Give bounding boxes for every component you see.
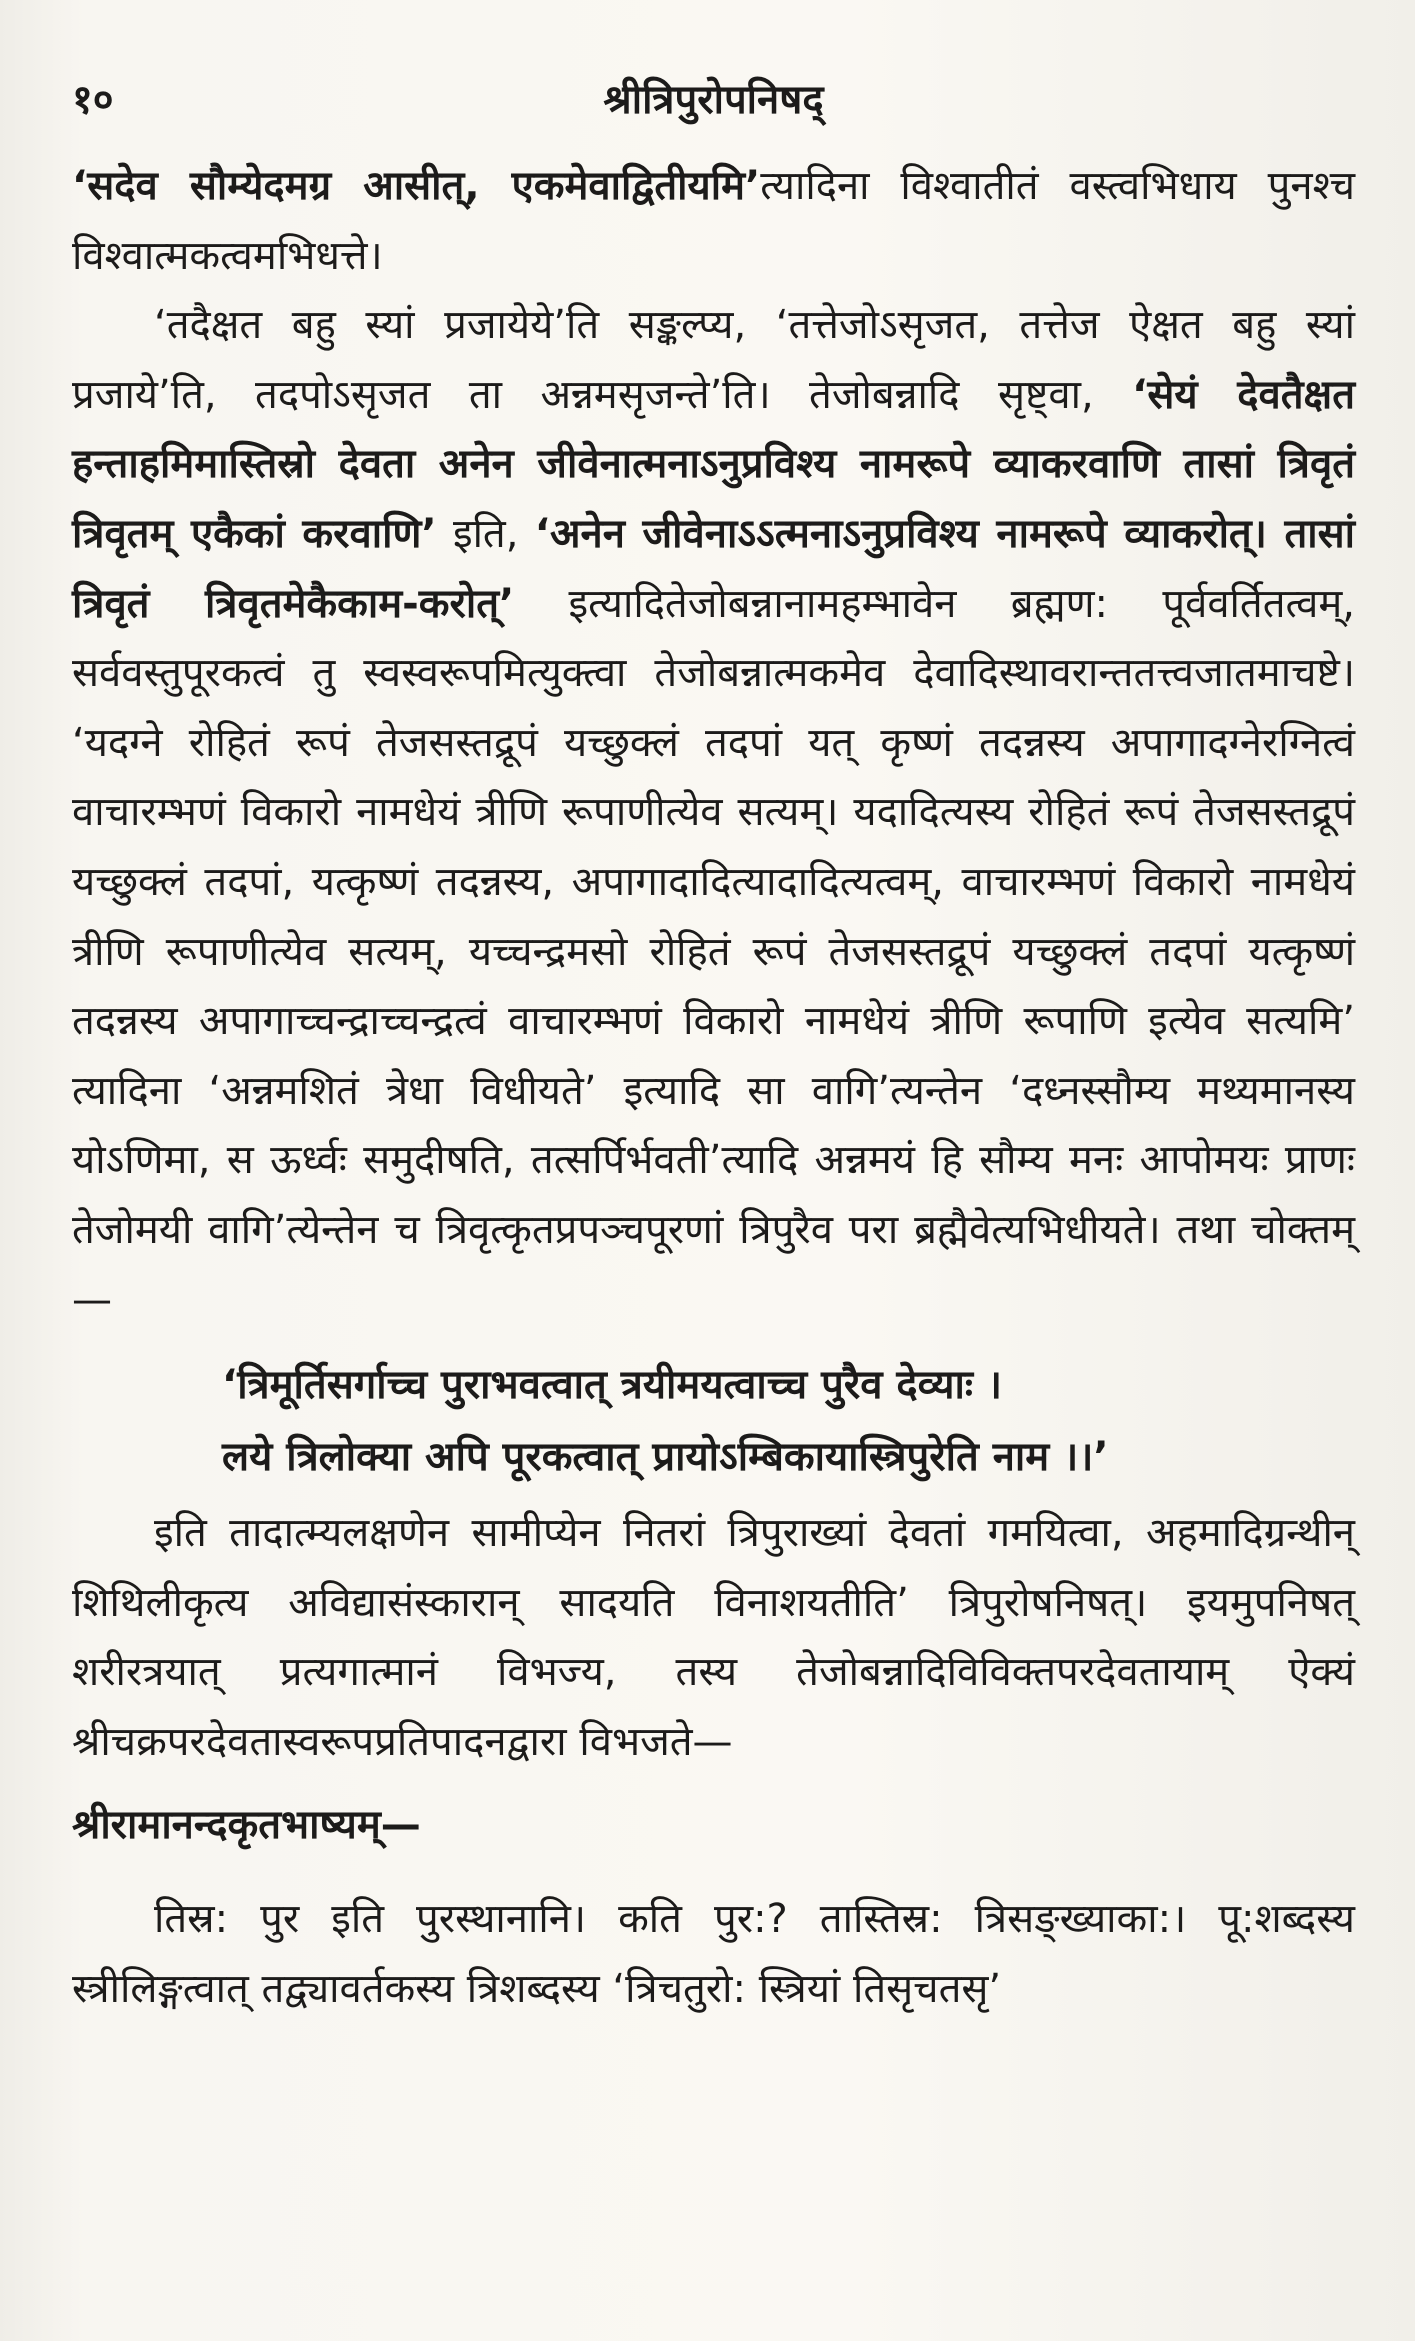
paragraph-3 [72,1499,1355,1777]
bold-quote: ‘अनेन जीवेनाऽऽत्मनाऽनुप्रविश्य नामरूपे व्याकरोत्। तासां त्रिवृतं त्रिवृतमेकैकाम-करोत्’ [72,510,1356,627]
running-title: श्रीत्रिपुरोपनिषद् [603,77,824,123]
paragraph-text: त्यादिना विश्वातीतं वस्त्वभिधाय पुनश्च विश्वात्मकत्वमभिधत्ते। [72,163,1355,279]
paragraph-text: इति, [452,510,519,557]
verse-line: लये त्रिलोक्या अपि पूरकत्वात् प्रायोऽम्बिकायास्त्रिपुरेति नाम ।।’ [222,1434,1109,1481]
bold-quote: ‘सदेव सौम्येदमग्र आसीत्, एकमेवाद्वितीयमि’ [72,163,761,209]
paragraph-text: इति तादात्म्यलक्षणेन सामीप्येन नितरां त्रिपुराख्यां देवतां गमयित्वा, अहमादिग्रन्थीन् शिथिलीकृत्य अविद्यासंस्कारान् सादयति विनाशयतीति’ त्रिपुरोषनिषत्। इयमुपनिषत् शरीरत्रयात् प्रत्यगात्मानं विभज्य, तस्य तेजोबन्नादिविविक्तपरदेवतायाम् ऐक्यं श्रीचक्रपरदेवतास्वरूपप्रतिपादनद्वारा विभजते— [72,1510,1355,1765]
page-number: १० [72,77,114,123]
section-heading: श्रीरामानन्दकृतभाष्यम्— [72,1802,421,1849]
paragraph-1 [72,152,1355,291]
paragraph-text: इत्यादितेजोबन्नानामहम्भावेन ब्रह्मण: पूर्ववर्तितत्वम्, सर्ववस्तुपूरकत्वं तु स्वस्वरूपमित्युक्त्वा तेजोबन्नात्मकमेव देवादिस्थावरान्ततत्त्वजातमाचष्टे। ‘यदग्ने रोहितं रूपं तेजसस्तद्रूपं यच्छुक्लं तदपां यत् कृष्णं तदन्नस्य अपागादग्नेरग्नित्वं वाचारम्भणं विकारो नामधेयं त्रीणि रूपाणीत्येव सत्यम्। यदादित्यस्य रोहितं रूपं तेजसस्तद्रूपं यच्छुक्लं तदपां, यत्कृष्णं तदन्नस्य, अपागादादित्यादादित्यत्वम्, वाचारम्भणं विकारो नामधेयं त्रीणि रूपाणीत्येव सत्यम्, यच्चन्द्रमसो रोहितं रूपं तेजसस्तद्रूपं यच्छुक्लं तदपां यत्कृष्णं तदन्नस्य अपागाच्चन्द्राच्चन्द्रत्वं वाचारम्भणं विकारो नामधेयं त्रीणि रूपाणि इत्येव सत्यमि’ त्यादिना ‘अन्नमशितं त्रेधा विधीयते’ इत्यादि सा वागि’त्यन्तेन ‘दध्नस्सौम्य मथ्यमानस्य योऽणिमा, स ऊर्ध्वः समुदीषति, तत्सर्पिर्भवती’त्यादि अन्नमयं हि सौम्य मनः आपोमयः प्राणः तेजोमयी वागि’त्येन्तेन च त्रिवृत्कृतप्रपञ्चपूरणां त्रिपुरैव परा ब्रह्मैवेत्यभिधीयते। तथा चोक्तम्— [72,580,1355,1323]
paragraph-4 [72,1885,1355,2024]
body-text [72,152,1355,2024]
paragraph-text: तिस्र: पुर इति पुरस्थानानि। कति पुर:? तास्तिस्र: त्रिसङ्ख्याका:। पू:शब्दस्य स्त्रीलिङ्गत्वात् तद्व्यावर्तकस्य त्रिशब्दस्य ‘त्रिचतुरो: स्त्रियां तिसृचतसृ’ [72,1896,1355,2012]
verse-line: ‘त्रिमूर्तिसर्गाच्च पुराभवत्वात् त्रयीमयत्वाच्च पुरैव देव्याः । [222,1362,1003,1409]
paragraph-2 [72,291,1355,1335]
bold-quote: ‘सेयं देवतैक्षत हन्ताहमिमास्तिस्रो देवता अनेन जीवेनात्मनाऽनुप्रविश्य नामरूपे व्याकरवाणि तासां त्रिवृतं त्रिवृतम् एकैकां करवाणि’ [72,371,1356,557]
paragraph-text: ‘तदैक्षत बहु स्यां प्रजायेये’ति सङ्कल्प्य, ‘तत्तेजोऽसृजत, तत्तेज ऐक्षत बहु स्यां प्रजाये’ति, तदपोऽसृजत ता अन्नमसृजन्ते’ति। तेजोबन्नादि सृष्ट्वा, [72,302,1355,418]
page-header [72,70,1355,130]
verse-block [72,1349,1355,1493]
